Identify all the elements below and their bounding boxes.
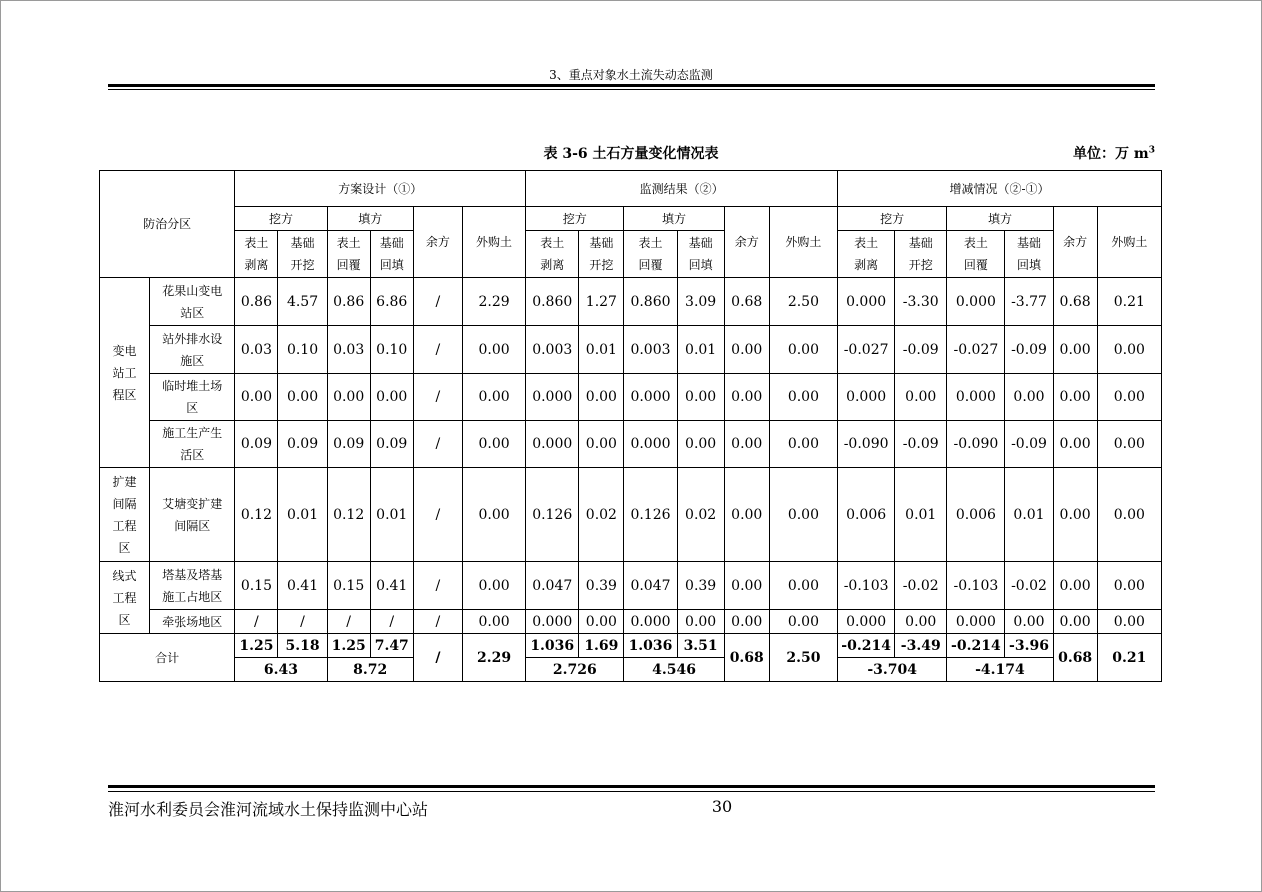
group-biandian: 变电 站工 程区 — [100, 278, 150, 468]
cell: 8.72 — [327, 658, 413, 682]
cell: / — [413, 421, 462, 468]
cell: 0.000 — [624, 421, 677, 468]
cell: 0.10 — [370, 326, 413, 374]
cell: 0.01 — [579, 326, 624, 374]
cell: / — [235, 610, 278, 634]
cell: 4.57 — [278, 278, 327, 326]
cell: -0.09 — [895, 326, 947, 374]
cell: -0.090 — [838, 421, 895, 468]
page-number: 30 — [711, 797, 733, 816]
cell: 3.09 — [677, 278, 724, 326]
change-jc2-header: 基础 回填 — [1005, 231, 1053, 278]
group-xianshi: 线式 工程 区 — [100, 562, 150, 634]
cell: / — [413, 374, 462, 421]
cell: 0.126 — [526, 468, 579, 562]
cell: 0.860 — [624, 278, 677, 326]
cell: 0.10 — [278, 326, 327, 374]
area-name: 花果山变电 站区 — [150, 278, 235, 326]
area-name: 站外排水设 施区 — [150, 326, 235, 374]
cell: 0.00 — [1053, 562, 1097, 610]
monitor-tian-header: 填方 — [624, 207, 724, 231]
cell: 0.000 — [838, 374, 895, 421]
cell: 5.18 — [278, 634, 327, 658]
cell: 0.003 — [624, 326, 677, 374]
change-tian-header: 填方 — [947, 207, 1053, 231]
cell: / — [413, 562, 462, 610]
design-jc2-header: 基础 回填 — [370, 231, 413, 278]
cell: 0.00 — [724, 421, 769, 468]
cell: 0.01 — [1005, 468, 1053, 562]
cell: 0.860 — [526, 278, 579, 326]
cell: 0.003 — [526, 326, 579, 374]
cell: 0.00 — [1097, 326, 1161, 374]
cell: -0.214 — [947, 634, 1005, 658]
cell: -0.02 — [895, 562, 947, 610]
cell: 0.00 — [895, 610, 947, 634]
area-name: 艾塘变扩建 间隔区 — [150, 468, 235, 562]
cell: 0.01 — [278, 468, 327, 562]
cell: 2.50 — [769, 278, 837, 326]
design-wai-header: 外购土 — [462, 207, 525, 278]
cell: 0.00 — [462, 374, 525, 421]
cell: 0.03 — [235, 326, 278, 374]
cell: -3.96 — [1005, 634, 1053, 658]
cell: -0.027 — [947, 326, 1005, 374]
cell: -0.103 — [838, 562, 895, 610]
design-header: 方案设计（①） — [235, 171, 526, 207]
cell: 0.02 — [677, 468, 724, 562]
cell: 0.00 — [769, 421, 837, 468]
cell: 0.00 — [1005, 610, 1053, 634]
change-bt-header: 表土 剥离 — [838, 231, 895, 278]
cell: 0.00 — [677, 374, 724, 421]
monitor-jc-header: 基础 开挖 — [579, 231, 624, 278]
cell: -3.30 — [895, 278, 947, 326]
cell: 0.00 — [579, 374, 624, 421]
cell: / — [278, 610, 327, 634]
cell: 0.00 — [724, 610, 769, 634]
design-jc-header: 基础 开挖 — [278, 231, 327, 278]
cell: 0.00 — [769, 610, 837, 634]
cell: 0.00 — [1053, 610, 1097, 634]
cell: -3.77 — [1005, 278, 1053, 326]
design-bt-header: 表土 剥离 — [235, 231, 278, 278]
cell: 0.00 — [579, 421, 624, 468]
cell: 0.00 — [1097, 562, 1161, 610]
cell: -0.090 — [947, 421, 1005, 468]
cell: 0.12 — [235, 468, 278, 562]
cell: 0.00 — [769, 326, 837, 374]
monitor-bt-header: 表土 剥离 — [526, 231, 579, 278]
cell: 0.00 — [769, 468, 837, 562]
cell: 0.00 — [1097, 374, 1161, 421]
table-title: 表 3-6 土石方量变化情况表 — [543, 146, 719, 162]
cell: 0.00 — [327, 374, 370, 421]
cell: -0.09 — [1005, 326, 1053, 374]
cell: 0.00 — [1053, 468, 1097, 562]
cell: 0.68 — [724, 278, 769, 326]
cell: / — [327, 610, 370, 634]
cell: 0.86 — [235, 278, 278, 326]
cell: 1.69 — [579, 634, 624, 658]
total-row — [100, 634, 1162, 658]
cell: 0.15 — [235, 562, 278, 610]
cell: 1.036 — [624, 634, 677, 658]
cell: 0.03 — [327, 326, 370, 374]
earthwork-table — [99, 170, 1162, 682]
cell: 0.000 — [947, 278, 1005, 326]
cell: 3.51 — [677, 634, 724, 658]
cell: -0.09 — [1005, 421, 1053, 468]
cell: 0.00 — [677, 610, 724, 634]
cell: 0.00 — [895, 374, 947, 421]
cell: 0.00 — [462, 468, 525, 562]
cell: / — [413, 610, 462, 634]
table-row — [100, 278, 1162, 326]
table-row — [100, 468, 1162, 562]
cell: 0.00 — [235, 374, 278, 421]
area-name: 牵张场地区 — [150, 610, 235, 634]
cell: 0.09 — [370, 421, 413, 468]
cell: 0.21 — [1097, 278, 1161, 326]
table-row — [100, 421, 1162, 468]
cell: 0.12 — [327, 468, 370, 562]
cell: 0.00 — [769, 374, 837, 421]
cell: -0.027 — [838, 326, 895, 374]
cell: 1.036 — [526, 634, 579, 658]
table-row — [100, 326, 1162, 374]
monitor-jc2-header: 基础 回填 — [677, 231, 724, 278]
cell: 0.00 — [370, 374, 413, 421]
cell: -0.103 — [947, 562, 1005, 610]
cell: 0.01 — [895, 468, 947, 562]
cell: 1.27 — [579, 278, 624, 326]
cell: 0.00 — [1097, 610, 1161, 634]
area-name: 临时堆土场 区 — [150, 374, 235, 421]
cell: 0.000 — [838, 278, 895, 326]
cell: 7.47 — [370, 634, 413, 658]
cell: 0.000 — [947, 374, 1005, 421]
cell: 0.21 — [1097, 634, 1161, 682]
cell: 2.29 — [462, 634, 525, 682]
cell: 0.09 — [235, 421, 278, 468]
cell: 1.25 — [327, 634, 370, 658]
cell: 0.00 — [462, 421, 525, 468]
cell: 0.000 — [526, 421, 579, 468]
cell: 0.39 — [677, 562, 724, 610]
cell: 0.00 — [724, 468, 769, 562]
cell: 0.000 — [526, 374, 579, 421]
table-row — [100, 374, 1162, 421]
cell: 0.006 — [947, 468, 1005, 562]
cell: 0.126 — [624, 468, 677, 562]
cell: 0.000 — [624, 374, 677, 421]
cell: 0.00 — [278, 374, 327, 421]
total-label: 合计 — [100, 634, 235, 682]
running-header: 3、重点对象水土流失动态监测 — [549, 68, 713, 82]
cell: / — [413, 468, 462, 562]
cell: 2.726 — [526, 658, 624, 682]
cell: 0.047 — [624, 562, 677, 610]
monitor-bt2-header: 表土 回覆 — [624, 231, 677, 278]
total-row — [100, 658, 1162, 682]
area-name: 塔基及塔基 施工占地区 — [150, 562, 235, 610]
cell: 0.01 — [677, 326, 724, 374]
cell: 0.00 — [579, 610, 624, 634]
footer-rule-thick — [108, 785, 1155, 788]
table-row — [100, 610, 1162, 634]
change-yu-header: 余方 — [1053, 207, 1097, 278]
area-name: 施工生产生 活区 — [150, 421, 235, 468]
design-wa-header: 挖方 — [235, 207, 327, 231]
cell: 0.00 — [724, 326, 769, 374]
monitor-header: 监测结果（②） — [526, 171, 838, 207]
cell: 0.68 — [1053, 634, 1097, 682]
cell: -3.704 — [838, 658, 947, 682]
cell: 0.00 — [462, 610, 525, 634]
cell: 0.00 — [1005, 374, 1053, 421]
cell: / — [370, 610, 413, 634]
table-row — [100, 562, 1162, 610]
cell: 0.01 — [370, 468, 413, 562]
cell: 0.00 — [724, 374, 769, 421]
monitor-yu-header: 余方 — [724, 207, 769, 278]
cell: -0.214 — [838, 634, 895, 658]
change-wa-header: 挖方 — [838, 207, 947, 231]
cell: -4.174 — [947, 658, 1053, 682]
cell: 6.43 — [235, 658, 327, 682]
change-jc-header: 基础 开挖 — [895, 231, 947, 278]
change-header: 增减情况（②-①） — [838, 171, 1162, 207]
cell: 0.00 — [1053, 326, 1097, 374]
cell: 0.000 — [838, 610, 895, 634]
footer-rule-thin — [108, 791, 1155, 792]
cell: 0.000 — [624, 610, 677, 634]
cell: 0.000 — [526, 610, 579, 634]
cell: 0.39 — [579, 562, 624, 610]
design-tian-header: 填方 — [327, 207, 413, 231]
cell: 0.00 — [1097, 468, 1161, 562]
zone-header: 防治分区 — [100, 171, 235, 278]
footer-organization: 淮河水利委员会淮河流域水土保持监测中心站 — [108, 800, 429, 819]
cell: 0.00 — [1053, 421, 1097, 468]
cell: / — [413, 278, 462, 326]
cell: 0.00 — [769, 562, 837, 610]
cell: 0.000 — [947, 610, 1005, 634]
cell: 2.50 — [769, 634, 837, 682]
cell: -0.02 — [1005, 562, 1053, 610]
cell: 0.00 — [677, 421, 724, 468]
cell: 0.047 — [526, 562, 579, 610]
cell: 0.02 — [579, 468, 624, 562]
cell: 0.41 — [278, 562, 327, 610]
header-rule-thin — [108, 89, 1155, 90]
design-bt2-header: 表土 回覆 — [327, 231, 370, 278]
cell: 0.00 — [462, 562, 525, 610]
monitor-wai-header: 外购土 — [769, 207, 837, 278]
cell: 0.86 — [327, 278, 370, 326]
cell: 1.25 — [235, 634, 278, 658]
cell: / — [413, 326, 462, 374]
cell: 0.00 — [724, 562, 769, 610]
monitor-wa-header: 挖方 — [526, 207, 624, 231]
cell: 0.15 — [327, 562, 370, 610]
cell: 4.546 — [624, 658, 724, 682]
change-wai-header: 外购土 — [1097, 207, 1161, 278]
cell: 0.006 — [838, 468, 895, 562]
header-rule-thick — [108, 84, 1155, 87]
cell: -0.09 — [895, 421, 947, 468]
cell: 0.09 — [278, 421, 327, 468]
cell: 0.68 — [724, 634, 769, 682]
cell: / — [413, 634, 462, 682]
cell: 0.00 — [462, 326, 525, 374]
unit-label: 单位：万 $m^3$ — [1073, 145, 1155, 162]
cell: 6.86 — [370, 278, 413, 326]
group-kuojian: 扩建 间隔 工程 区 — [100, 468, 150, 562]
change-bt2-header: 表土 回覆 — [947, 231, 1005, 278]
cell: 0.00 — [1053, 374, 1097, 421]
cell: 0.68 — [1053, 278, 1097, 326]
cell: 2.29 — [462, 278, 525, 326]
design-yu-header: 余方 — [413, 207, 462, 278]
cell: -3.49 — [895, 634, 947, 658]
cell: 0.00 — [1097, 421, 1161, 468]
cell: 0.09 — [327, 421, 370, 468]
cell: 0.41 — [370, 562, 413, 610]
